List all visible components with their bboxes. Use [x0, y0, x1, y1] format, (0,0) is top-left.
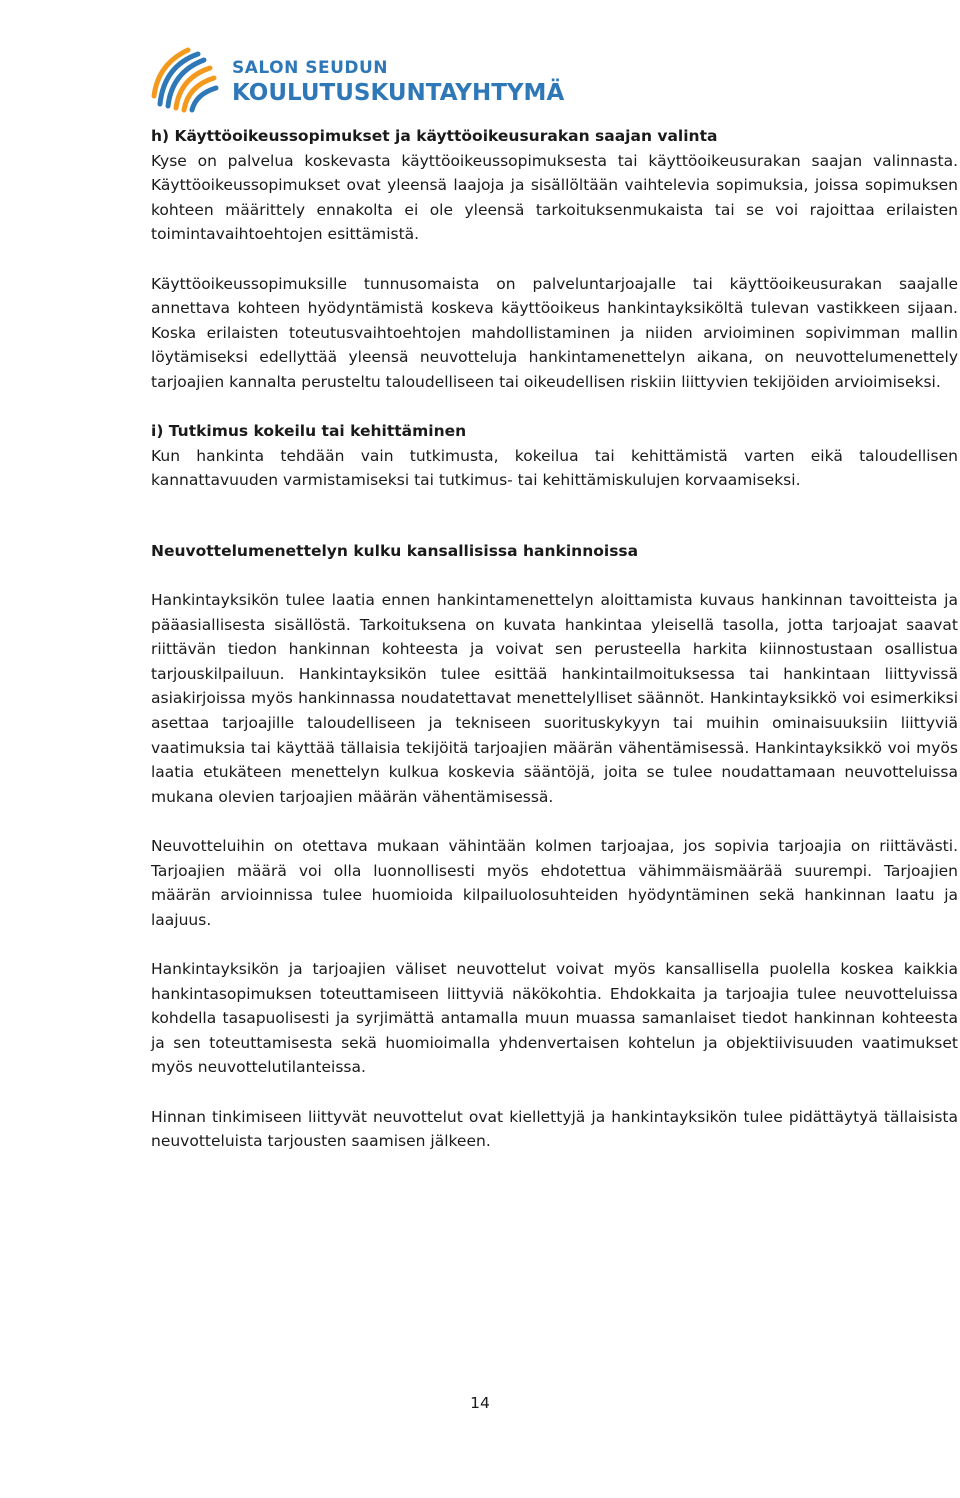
- page-number: 14: [470, 1394, 490, 1412]
- section-i-heading: i) Tutkimus kokeilu tai kehittäminen: [151, 422, 467, 441]
- logo-emblem-icon: [150, 46, 222, 118]
- main-paragraph-1: Hankintayksikön tulee laatia ennen hankintamenettelyn aloittamista kuvaus hankinnan tavoitteista ja pääasiallisesta sisällöstä. Tarkoituksena on kuvata hankintaa yleisellä tasolla, jotta tarjoajat saavat riittävän tiedon hankinnan kohteesta ja voivat sen perusteella harkita kiinnostustaan osallistua tarjouskilpailuun. Hankintayksikön tulee esittää hankintailmoituksessa tai hankintaan liittyvissä asiakirjoissa myös hankinnassa noudatettavat menettelylliset säännöt. Hankintayksikkö voi esimerkiksi asettaa tarjoajille taloudelliseen ja tekniseen suorituskykyyn tai muihin ominaisuuksiin liittyviä vaatimuksia tai käyttää tällaisia tekijöitä tarjoajien määrän vähentämisessä. Hankintayksikkö voi myös laatia etukäteen menettelyn kulkua koskevia sääntöjä, joita se tulee noudattamaan neuvotteluissa mukana olevien tarjoajien määrän vähentämisessä.: [151, 591, 958, 806]
- section-i-paragraph-1: Kun hankinta tehdään vain tutkimusta, kokeilua tai kehittämistä varten eikä taloudellisen kannattavuuden varmistamiseksi tai tutkimus- tai kehittämiskulujen korvaamiseksi.: [151, 446, 958, 490]
- organization-logo: [150, 46, 630, 118]
- main-section-heading: Neuvottelumenettelyn kulku kansallisissa hankinnoissa: [151, 541, 639, 560]
- main-paragraph-2: Neuvotteluihin on otettava mukaan vähintään kolmen tarjoajaa, jos sopivia tarjoajia on riittävästi. Tarjoajien määrä voi olla luonnollisesti myös ehdotettua vähimmäismäärää suurempi. Tarjoajien määrän arvioinnissa tulee huomioida kilpailuolosuhteiden hyödyntäminen sekä hankinnan laatu ja laajuus.: [151, 837, 958, 929]
- section-h-heading: h) Käyttöoikeussopimukset ja käyttöoikeusurakan saajan valinta: [151, 127, 718, 145]
- main-paragraph-3: Hankintayksikön ja tarjoajien väliset neuvottelut voivat myös kansallisella puolella koskea kaikkia hankintasopimuksen toteuttamiseen liittyviä näkökohtia. Ehdokkaita ja tarjoajia tulee neuvotteluissa kohdella tasapuolisesti ja syrjimättä antamalla muun muassa samanlaiset tiedot hankinnan kohteesta ja sen toteuttamisesta sekä huomioimalla yhdenvertaisen kohtelun ja objektiivisuuden vaatimukset myös neuvottelutilanteissa.: [151, 960, 958, 1077]
- logo-line-2: KOULUTUSKUNTAYHTYMÄ: [232, 80, 565, 106]
- document-body: [151, 124, 958, 1154]
- section-h-paragraph-1: Kyse on palvelua koskevasta käyttöoikeussopimuksesta tai käyttöoikeusurakan saajan valinnasta. Käyttöoikeussopimukset ovat yleensä laajoja ja sisällöltään vaihtelevia sopimuksia, joissa sopimuksen kohteen määrittely ennakolta ei ole yleensä tarkoituksenmukaista tai se voi rajoittaa erilaisten toimintavaihtoehtojen esittämistä.: [151, 151, 958, 244]
- logo-line-1: SALON SEUDUN: [232, 58, 389, 78]
- section-h-paragraph-2: Käyttöoikeussopimuksille tunnusomaista on palveluntarjoajalle tai käyttöoikeusurakan saajalle annettava kohteen hyödyntämistä koskeva käyttöoikeus hankintayksiköltä tulevan vastikkeen sijaan. Koska erilaisten toteutusvaihtoehtojen mahdollistaminen ja niiden arvioiminen sopivimman mallin löytämiseksi edellyttää yleensä neuvotteluja hankintamenettelyn aikana, on neuvottelumenettely tarjoajien kannalta perusteltu taloudelliseen tai oikeudellisen riskiin liittyvien tekijöiden arvioimiseksi.: [151, 274, 958, 391]
- main-paragraph-4: Hinnan tinkimiseen liittyvät neuvottelut ovat kiellettyjä ja hankintayksikön tulee pidättäytyä tällaisista neuvotteluista tarjousten saamisen jälkeen.: [151, 1107, 958, 1151]
